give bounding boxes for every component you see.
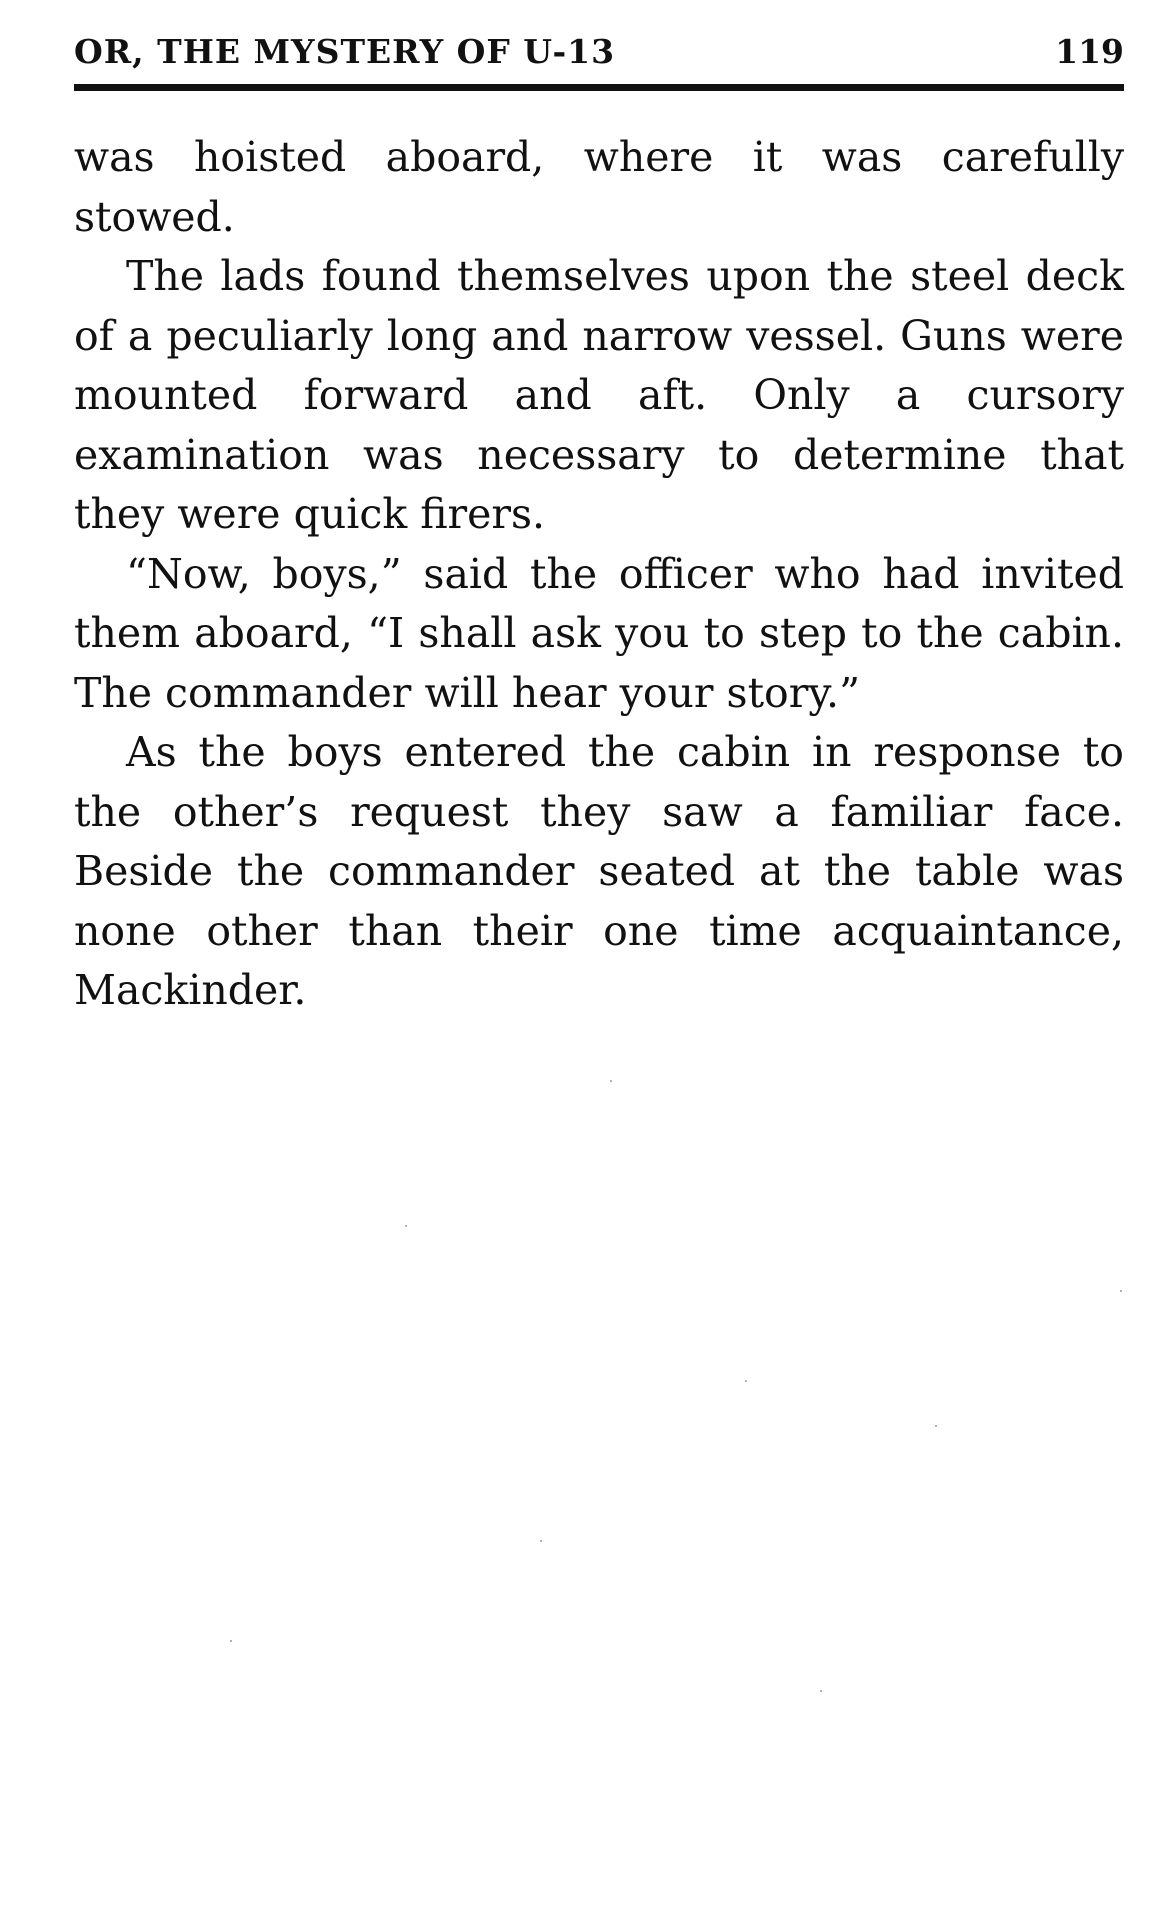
paper-speck bbox=[405, 1225, 407, 1227]
paper-speck bbox=[935, 1425, 937, 1427]
paragraph-3: “Now, boys,” said the officer who had invited them aboard, “I shall ask you to step to the cabin. The commander will hear your story.” bbox=[74, 549, 1124, 717]
paper-speck bbox=[610, 1080, 612, 1082]
paragraph-1: was hoisted aboard, where it was carefully stowed. bbox=[74, 133, 1124, 241]
paper-speck bbox=[540, 1540, 542, 1542]
running-head bbox=[74, 26, 1124, 74]
paper-speck bbox=[820, 1690, 822, 1692]
body-text bbox=[74, 128, 1124, 1021]
paper-speck bbox=[230, 1640, 232, 1642]
header-rule bbox=[74, 84, 1124, 91]
paper-speck bbox=[1120, 1290, 1122, 1292]
paragraph-4: As the boys entered the cabin in response to the other’s request they saw a familiar face. Beside the commander seated at the table was none other than their one time acquaintance, Mackinder. bbox=[74, 728, 1124, 1014]
paper-speck bbox=[745, 1380, 747, 1382]
paragraph-2: The lads found themselves upon the steel deck of a peculiarly long and narrow vessel. Guns were mounted forward and aft. Only a cursory examination was necessary to determine that they were quick firers. bbox=[74, 252, 1124, 538]
running-head-title: OR, THE MYSTERY OF U-13 bbox=[74, 32, 616, 71]
page-number: 119 bbox=[1055, 32, 1124, 71]
